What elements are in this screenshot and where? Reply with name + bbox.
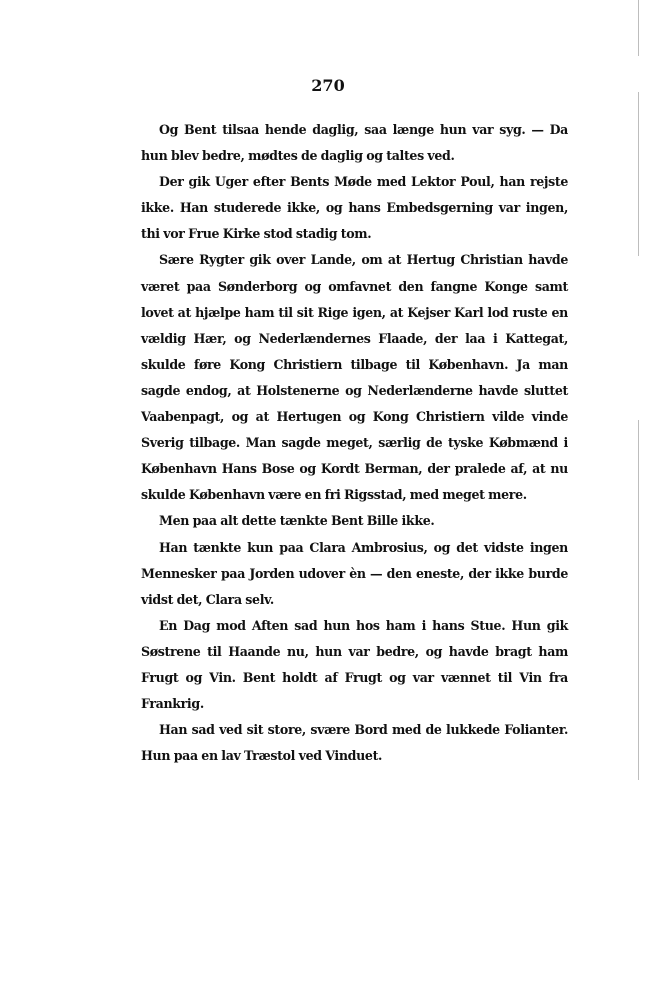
page-number: 270 <box>311 76 345 95</box>
paragraph: Sære Rygter gik over Lande, om at Hertug Christian havde været paa Sønderborg og omfavnet den fangne Konge samt lovet at hjælpe ham til sit Rige igen, at Kejser Karl lod ruste en vældig Hær, og Nederlændernes Flaade, der laa i Kattegat, skulde føre Kong Christiern tilbage til København. Ja man sagde endog, at Holstenerne og Nederlænderne havde sluttet Vaabenpagt, og at Hertugen og Kong Christiern vilde vinde Sverig tilbage. Man sagde meget, særlig de tyske Købmænd i København Hans Bose og Kordt Berman, der pralede af, at nu skulde København være en fri Rigsstad, med meget mere. <box>141 252 568 503</box>
page-edge-line <box>638 0 639 56</box>
page-edge-line <box>638 420 639 780</box>
paragraph: Han sad ved sit store, svære Bord med de lukkede Folianter. Hun paa en lav Træstol ved Vinduet. <box>141 722 568 764</box>
paragraph: Men paa alt dette tænkte Bent Bille ikke. <box>159 513 435 529</box>
body-text <box>141 117 568 769</box>
paragraph: Han tænkte kun paa Clara Ambrosius, og det vidste ingen Mennesker paa Jorden udover èn — den eneste, der ikke burde vidst det, Clara selv. <box>141 539 568 607</box>
page-edge-line <box>638 92 639 256</box>
paragraph: Og Bent tilsaa hende daglig, saa længe hun var syg. — Da hun blev bedre, mødtes de daglig og taltes ved. <box>141 122 568 164</box>
paragraph: Der gik Uger efter Bents Møde med Lektor Poul, han rejste ikke. Han studerede ikke, og hans Embedsgerning var ingen, thi vor Frue Kirke stod stadig tom. <box>141 174 568 242</box>
paragraph: En Dag mod Aften sad hun hos ham i hans Stue. Hun gik Søstrene til Haande nu, hun var bedre, og havde bragt ham Frugt og Vin. Bent holdt af Frugt og var vænnet til Vin fra Frankrig. <box>141 617 568 712</box>
